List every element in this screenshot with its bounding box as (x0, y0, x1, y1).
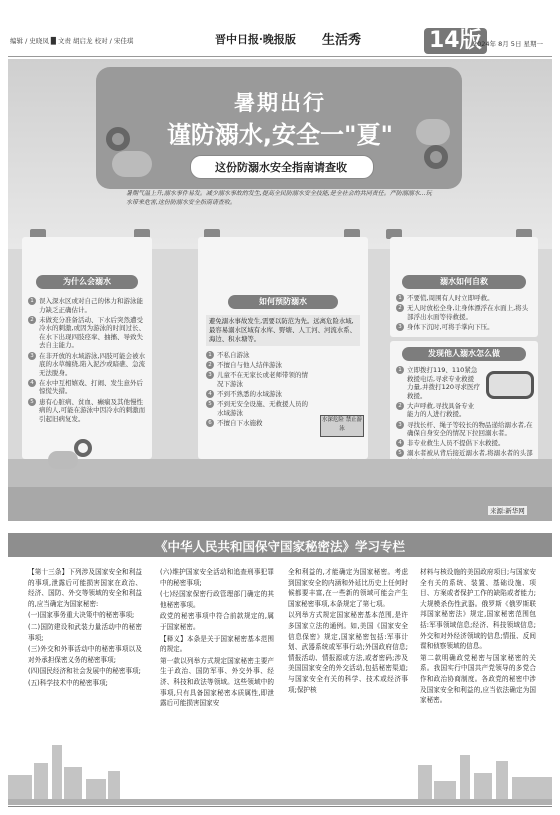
paragraph: 第二款明确政党秘密与国家秘密的关系。我国实行中国共产党领导的多党合作和政治协商制度。各政党的秘密中涉及国家安全和利益的,应当依法确定为国家秘密。 (420, 653, 536, 705)
swimmer-illustration (48, 451, 78, 469)
card-why-title: 为什么会溺水 (36, 275, 138, 289)
paragraph: 以列举方式规定国家秘密基本范围,是许多国家立法的通例。如,美国《国家安全信息保密》规定,国家秘密包括:军事计划、武器系统或军事行动;外国政府信息;情报活动、情报源或方法,或者密码;涉及美国国家安全的外交活动,包括秘密渠道;与国家安全有关的科学、技术或经济事项;保护核 (288, 611, 408, 694)
list-item: 5 患有心脏病、贫血、癫痫及其他慢性病的人,可能在游泳中因冷水的刺激而引起旧病复发。 (28, 398, 146, 424)
dateline: 2024年 8月 5日 星期一 (473, 40, 544, 48)
paragraph: (六)维护国家安全活动和追查刑事犯罪中的秘密事项; (160, 568, 274, 587)
page-number-badge: 14版 (424, 28, 487, 54)
footer-divider (8, 806, 552, 807)
life-ring-icon (74, 439, 92, 457)
self-list (390, 294, 538, 331)
list-item: 3 寻找长杆、绳子等较长的物品递给溺水者,在确保自身安全的情况下拉回溺水者。 (396, 421, 535, 438)
paragraph: (五)科学技术中的秘密事项; (28, 678, 108, 687)
list-item: 4 非专业救生人员不提倡下水救援。 (396, 439, 535, 448)
card-prevent-title: 如何预防溺水 (228, 295, 338, 309)
paragraph: 【第十三条】下列涉及国家安全和利益的事项,泄露后可能损害国家在政治、经济、国防、外交等领域的安全和利益的,应当确定为国家秘密: (28, 568, 142, 608)
goggles-icon (486, 371, 534, 399)
newspaper-name: 晋中日报·晚报版 (215, 33, 296, 46)
paragraph: 全和利益的,才能确定为国家秘密。考虑到国家安全的内涵和外延比历史上任何时候都要丰富,在一些新的领域可能会产生国家秘密事项,本条规定了第七项。 (288, 568, 408, 608)
article-column-3 (288, 567, 408, 696)
list-item: 5 溺水者被从背后接近溺水者,将溺水者的头部 (396, 449, 535, 466)
list-item: 4 不到不熟悉的水域游泳 (206, 390, 314, 399)
paragraph: (四)国民经济和社会发展中的秘密事项; (28, 667, 141, 676)
paragraph: (三)外交和外事活动中的秘密事项以及对外承担保密义务的秘密事项; (28, 645, 142, 664)
paragraph: 【释义】本条是关于国家秘密基本范围的规定。 (160, 634, 274, 654)
editor-credits: 编辑 / 史晓凤 █ 文责 胡启龙 校对 / 宋佳琪 (10, 37, 134, 45)
water-strip (8, 487, 552, 521)
prevent-lead: 避免溺水事故发生,需要以防范为先。远离危险水域,最容易溺水区域有水库、野塘、人工河、河流水系、海边、积水塘等。 (206, 315, 360, 346)
prevent-list (198, 351, 322, 427)
infographic-intro: 暑期气温上升,溺水事件易发。减少溺水事故的发生,提高全民防溺水安全技能,是全社会的共同责任。严防溺溺水…玩水带来危害,这份防溺水安全指南请查收。 (126, 190, 432, 206)
infographic-title-line1: 暑期出行 (234, 91, 326, 115)
list-item: 1 立即拨打119、110紧急救援电话,寻求专业救援力量,并拨打120寻求医疗救援。 (396, 366, 480, 400)
list-item: 3 儿童不在无家长或老师带领的情况下游泳 (206, 371, 314, 388)
list-item: 2 未做充分准备活动、下水后突然遭受冷水的刺激,或因为游泳的时间过长、在水下出现四肢痉挛、抽搐、导致失去自主能力。 (28, 316, 146, 350)
list-item: 4 在水中互相嬉戏、打闹、发生意外后惊慌失措。 (28, 379, 146, 396)
infographic-subtitle: 这份防溺水安全指南请查收 (215, 161, 347, 174)
paragraph: (一)国家事务重大决策中的秘密事项; (28, 611, 135, 620)
list-item: 3 在非开放的水域游泳,四肢可能会被水底的水草缠绕,陷入泥沙或暗礁、急流无法脱身。 (28, 352, 146, 378)
article-column-2 (160, 567, 274, 710)
paragraph: (七)经国家保密行政管理部门确定的其他秘密事项。 (160, 590, 274, 609)
article-column-1 (28, 567, 142, 690)
list-item: 1 不要慌,周围有人时立即呼救。 (396, 294, 532, 303)
list-item: 2 无人时放松全身,让身体漂浮在水面上,将头部浮出水面等待救援。 (396, 304, 532, 321)
others-list (390, 366, 533, 467)
card-self-title: 溺水如何自救 (402, 275, 526, 289)
list-item: 1 不私自游泳 (206, 351, 314, 360)
paragraph: 材料与核设施的美国政府项目;与国家安全有关的系统、装置、基础设施、项目、方案或者保护工作的缺陷或者能力;大规模杀伤性武器。俄罗斯《俄罗斯联邦国家秘密法》规定,国家秘密范围包括:军事领域信息;经济、科技领域信息;外交和对外经济领域的信息;情报、反间谍和侦察领域的信息。 (420, 568, 536, 651)
section-name: 生活秀 (322, 33, 362, 48)
article-column-4 (420, 567, 536, 707)
warning-sign: 水深危险 禁止游泳 (320, 415, 364, 437)
list-item: 6 不擅自下水施救 (206, 419, 314, 428)
list-item: 1 误入深水区或对自己的体力和游泳能力缺乏正确估计。 (28, 297, 146, 314)
paragraph: 政党的秘密事项中符合前款规定的,属于国家秘密。 (160, 612, 274, 631)
card-self-rescue (390, 237, 538, 337)
header-divider (8, 56, 552, 57)
paragraph: 第一款以列举方式规定国家秘密主要产生于政治、国防军事、外交外事、经济、科技和政法等领域。这些领域中的事项,只有具备国家秘密本质属性,即泄露后可能损害国家安 (160, 656, 274, 708)
list-item: 5 不到无安全设施、无救援人员的水域游泳 (206, 400, 314, 417)
list-item: 2 不擅自与他人结伴游泳 (206, 361, 314, 370)
card-others-title: 发现他人溺水怎么做 (402, 347, 526, 361)
infographic-panel (8, 59, 552, 521)
card-why-drowning (22, 237, 152, 459)
list-item: 2 大声呼救,寻找具备专业能力的人进行救援。 (396, 402, 480, 419)
card-prevent-drowning (198, 237, 368, 459)
infographic-title-line2: 谨防溺水,安全一"夏" (166, 121, 394, 149)
paragraph: (二)国防建设和武装力量活动中的秘密事项; (28, 622, 142, 642)
city-skyline-illustration (8, 735, 552, 805)
image-credit: 来源:新华网 (490, 507, 525, 515)
why-list (22, 297, 152, 423)
list-item: 3 身体下沉时,可将手掌向下压。 (396, 323, 532, 332)
column-title: 《中华人民共和国保守国家秘密法》学习专栏 (154, 539, 405, 554)
swimmer-illustration (112, 151, 152, 177)
